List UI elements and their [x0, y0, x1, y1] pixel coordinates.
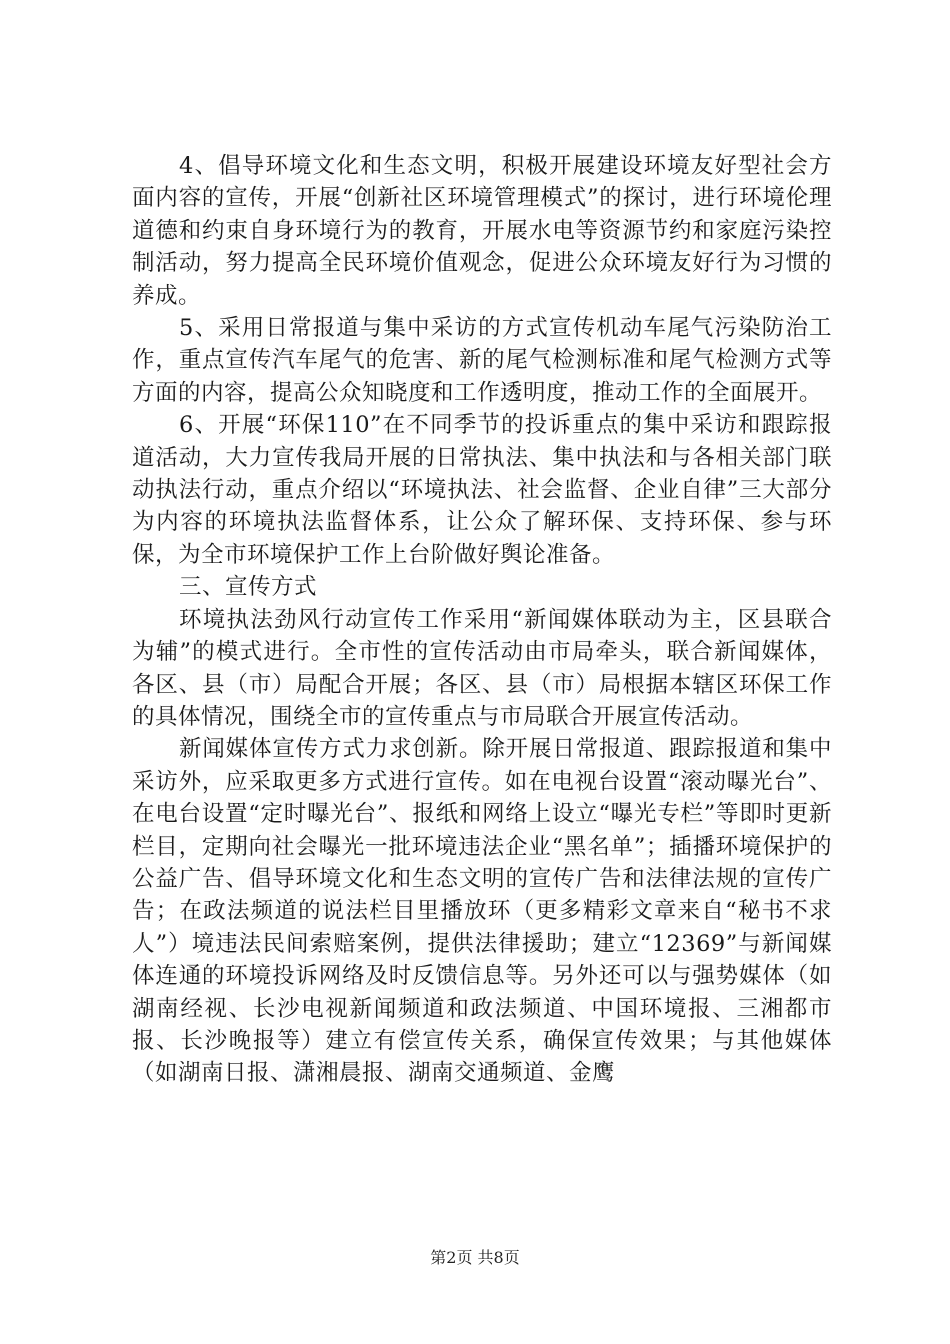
document-body: [132, 150, 832, 1090]
paragraph-publicity-mode: 环境执法劲风行动宣传工作采用“新闻媒体联动为主，区县联合为辅”的模式进行。全市性的宣传活动由市局牵头，联合新闻媒体，各区、县（市）局配合开展；各区、县（市）局根据本辖区环保工作的具体情况，围绕全市的宣传重点与市局联合开展宣传活动。: [132, 606, 832, 730]
paragraph-item-6: 6、开展“环保110”在不同季节的投诉重点的集中采访和跟踪报道活动，大力宣传我局开展的日常执法、集中执法和与各相关部门联动执法行动，重点介绍以“环境执法、社会监督、企业自律”三大部分为内容的环境执法监督体系，让公众了解环保、支持环保、参与环保，为全市环境保护工作上台阶做好舆论准备。: [132, 412, 832, 568]
paragraph-item-5: 5、采用日常报道与集中采访的方式宣传机动车尾气污染防治工作，重点宣传汽车尾气的危害、新的尾气检测标准和尾气检测方式等方面的内容，提高公众知晓度和工作透明度，推动工作的全面展开。: [132, 315, 832, 406]
section-heading-publicity-methods: 三、宣传方式: [179, 574, 318, 601]
paragraph-item-4: 4、倡导环境文化和生态文明，积极开展建设环境友好型社会方面内容的宣传，开展“创新社区环境管理模式”的探讨，进行环境伦理道德和约束自身环境行为的教育，开展水电等资源节约和家庭污染控制活动，努力提高全民环境价值观念，促进公众环境友好行为习惯的养成。: [132, 153, 832, 309]
page-footer: 第2页 共8页: [430, 1248, 520, 1267]
paragraph-media-innovation: 新闻媒体宣传方式力求创新。除开展日常报道、跟踪报道和集中采访外，应采取更多方式进行宣传。如在电视台设置“滚动曝光台”、在电台设置“定时曝光台”、报纸和网络上设立“曝光专栏”等即时更新栏目，定期向社会曝光一批环境违法企业“黑名单”；插播环境保护的公益广告、倡导环境文化和生态文明的宣传广告和法律法规的宣传广告；在政法频道的说法栏目里播放环（更多精彩文章来自“秘书不求人”）境违法民间索赔案例，提供法律援助；建立“12369”与新闻媒体连通的环境投诉网络及时反馈信息等。另外还可以与强势媒体（如湖南经视、长沙电视新闻频道和政法频道、中国环境报、三湘都市报、长沙晚报等）建立有偿宣传关系，确保宣传效果；与其他媒体（如湖南日报、潇湘晨报、湖南交通频道、金鹰: [132, 736, 832, 1087]
